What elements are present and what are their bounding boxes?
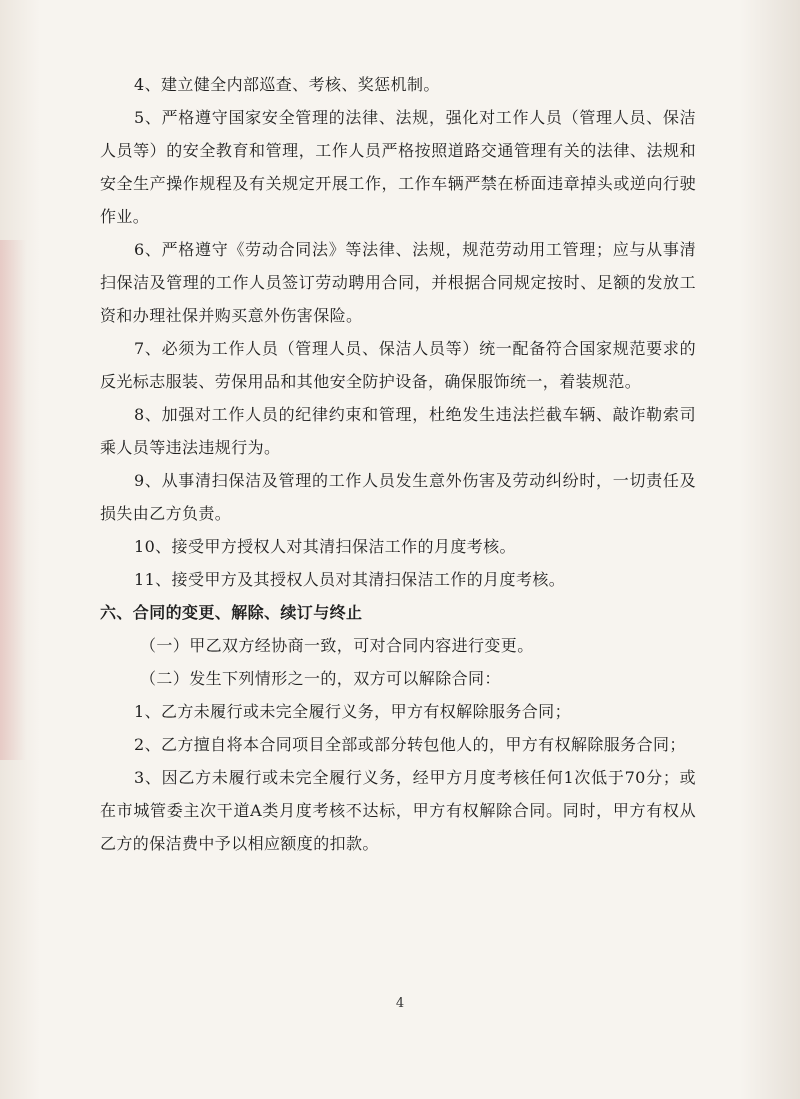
paragraph-4: 4、建立健全内部巡查、考核、奖惩机制。 [134, 75, 440, 94]
paragraph-5: 5、严格遵守国家安全管理的法律、法规，强化对工作人员（管理人员、保洁人员等）的安全教育和管理，工作人员严格按照道路交通管理有关的法律、法规和安全生产操作规程及有关规定开展工作，工作车辆严禁在桥面违章掉头或逆向行驶作业。 [100, 108, 696, 226]
clause-2: （二）发生下列情形之一的，双方可以解除合同： [140, 669, 501, 688]
clause-2-item-2: 2、乙方擅自将本合同项目全部或部分转包他人的，甲方有权解除服务合同； [134, 735, 686, 754]
paragraph-7: 7、必须为工作人员（管理人员、保洁人员等）统一配备符合国家规范要求的反光标志服装、劳保用品和其他安全防护设备，确保服饰统一，着装规范。 [100, 339, 696, 391]
document-body [100, 68, 696, 860]
paragraph-9: 9、从事清扫保洁及管理的工作人员发生意外伤害及劳动纠纷时，一切责任及损失由乙方负责。 [100, 471, 696, 523]
paragraph-11: 11、接受甲方及其授权人员对其清扫保洁工作的月度考核。 [134, 570, 566, 589]
paragraph-6: 6、严格遵守《劳动合同法》等法律、法规，规范劳动用工管理；应与从事清扫保洁及管理的工作人员签订劳动聘用合同，并根据合同规定按时、足额的发放工资和办理社保并购买意外伤害保险。 [100, 240, 696, 325]
seal-stamp-edge [0, 240, 26, 760]
page-number: 4 [395, 996, 405, 1011]
paragraph-10: 10、接受甲方授权人对其清扫保洁工作的月度考核。 [134, 537, 516, 556]
paragraph-8: 8、加强对工作人员的纪律约束和管理，杜绝发生违法拦截车辆、敲诈勒索司乘人员等违法违规行为。 [100, 405, 696, 457]
clause-1: （一）甲乙双方经协商一致，可对合同内容进行变更。 [140, 636, 534, 655]
clause-2-item-1: 1、乙方未履行或未完全履行义务，甲方有权解除服务合同； [134, 702, 571, 721]
clause-2-item-3: 3、因乙方未履行或未完全履行义务，经甲方月度考核任何1次低于70分；或在市城管委主次干道A类月度考核不达标，甲方有权解除合同。同时，甲方有权从乙方的保洁费中予以相应额度的扣款。 [100, 768, 696, 853]
section-heading: 六、合同的变更、解除、续订与终止 [100, 603, 363, 622]
